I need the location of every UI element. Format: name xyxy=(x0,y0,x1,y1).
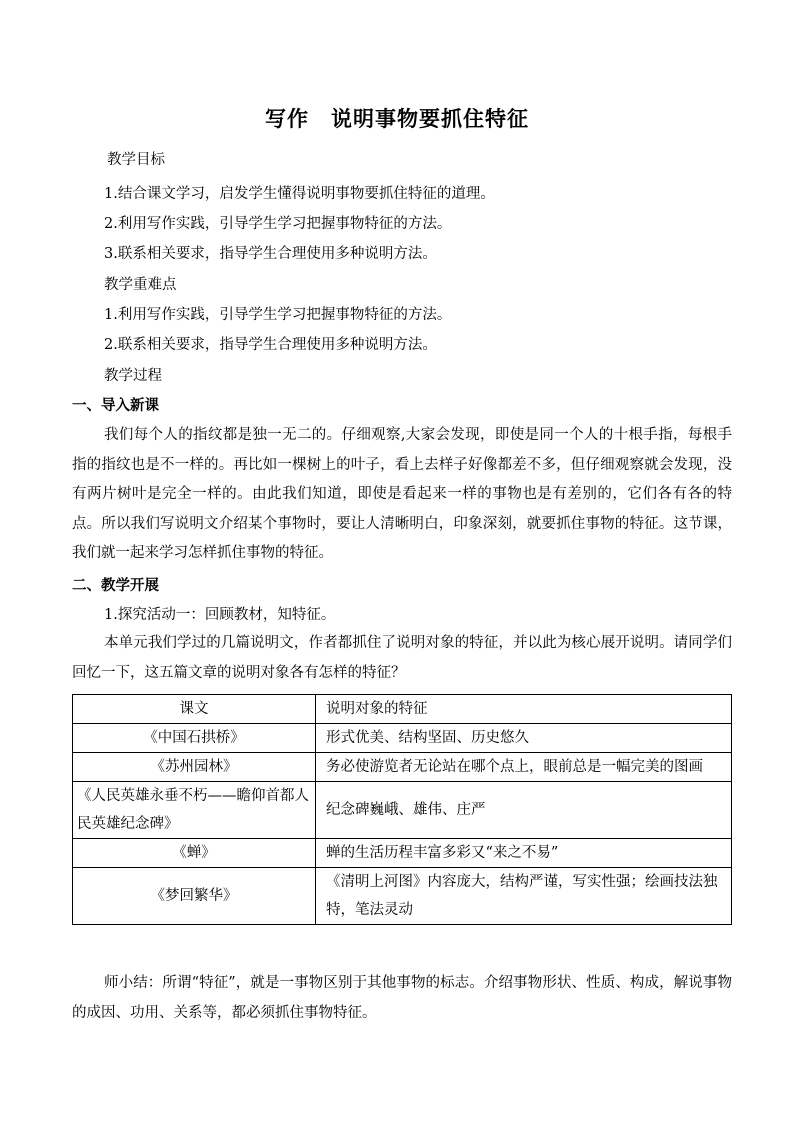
table-header-cell: 课文 xyxy=(73,695,316,724)
key-point-item: 1.利用写作实践，引导学生学习把握事物特征的方法。 xyxy=(104,307,452,323)
table-cell-feature: 纪念碑巍峨、雄伟、庄严 xyxy=(316,782,732,839)
table-row xyxy=(73,782,732,839)
table-cell-feature: 务必使游览者无论站在哪个点上，眼前总是一幅完美的图画 xyxy=(316,753,732,782)
objectives-heading: 教学目标 xyxy=(107,152,165,168)
objective-item: 3.联系相关要求，指导学生合理使用多种说明方法。 xyxy=(104,246,437,262)
table-cell-feature: 形式优美、结构坚固、历史悠久 xyxy=(316,724,732,753)
table-cell-text: 《中国石拱桥》 xyxy=(73,724,316,753)
process-heading: 教学过程 xyxy=(104,368,162,384)
summary-paragraph: 师小结：所谓“特征”，就是一事物区别于其他事物的标志。介绍事物形状、性质、构成，解说事物的成因、功用、关系等，都必须抓住事物特征。 xyxy=(72,975,732,1021)
activity-paragraph: 本单元我们学过的几篇说明文，作者都抓住了说明对象的特征，并以此为核心展开说明。请同学们回忆一下，这五篇文章的说明对象各有怎样的特征？ xyxy=(72,635,732,681)
section-heading-teaching: 二、教学开展 xyxy=(72,578,159,594)
table-row xyxy=(73,724,732,753)
intro-paragraph: 我们每个人的指纹都是独一无二的。仔细观察,大家会发现，即使是同一个人的十根手指，每根手指的指纹也是不一样的。再比如一棵树上的叶子，看上去样子好像都差不多，但仔细观察就会发现，没有两片树叶是完全一样的。由此我们知道，即使是看起来一样的事物也是有差别的，它们各有各的特点。所以我们写说明文介绍某个事物时，要让人清晰明白，印象深刻，就要抓住事物的特征。这节课，我们就一起来学习怎样抓住事物的特征。 xyxy=(72,427,732,561)
table-cell-text: 《人民英雄永垂不朽——瞻仰首都人民英雄纪念碑》 xyxy=(73,782,316,839)
table-row xyxy=(73,839,732,868)
table-cell-text: 《蝉》 xyxy=(73,839,316,868)
key-points-heading: 教学重难点 xyxy=(104,277,177,293)
objective-item: 2.利用写作实践，引导学生学习把握事物特征的方法。 xyxy=(104,216,452,232)
table-cell-feature: 蝉的生活历程丰富多彩又“来之不易” xyxy=(316,839,732,868)
table-header-row xyxy=(73,695,732,724)
objective-item: 1.结合课文学习，启发学生懂得说明事物要抓住特征的道理。 xyxy=(104,186,495,202)
features-table xyxy=(72,694,732,925)
table-row xyxy=(73,868,732,925)
key-point-item: 2.联系相关要求，指导学生合理使用多种说明方法。 xyxy=(104,337,437,353)
document-title: 写作 说明事物要抓住特征 xyxy=(265,107,529,131)
table-cell-text: 《苏州园林》 xyxy=(73,753,316,782)
section-heading-intro: 一、导入新课 xyxy=(72,398,159,414)
activity-line: 1.探究活动一：回顾教材，知特征。 xyxy=(104,607,336,623)
table-cell-feature: 《清明上河图》内容庞大，结构严谨，写实性强；绘画技法独特，笔法灵动 xyxy=(316,868,732,925)
table-header-cell: 说明对象的特征 xyxy=(316,695,732,724)
table-cell-text: 《梦回繁华》 xyxy=(73,868,316,925)
table-row xyxy=(73,753,732,782)
